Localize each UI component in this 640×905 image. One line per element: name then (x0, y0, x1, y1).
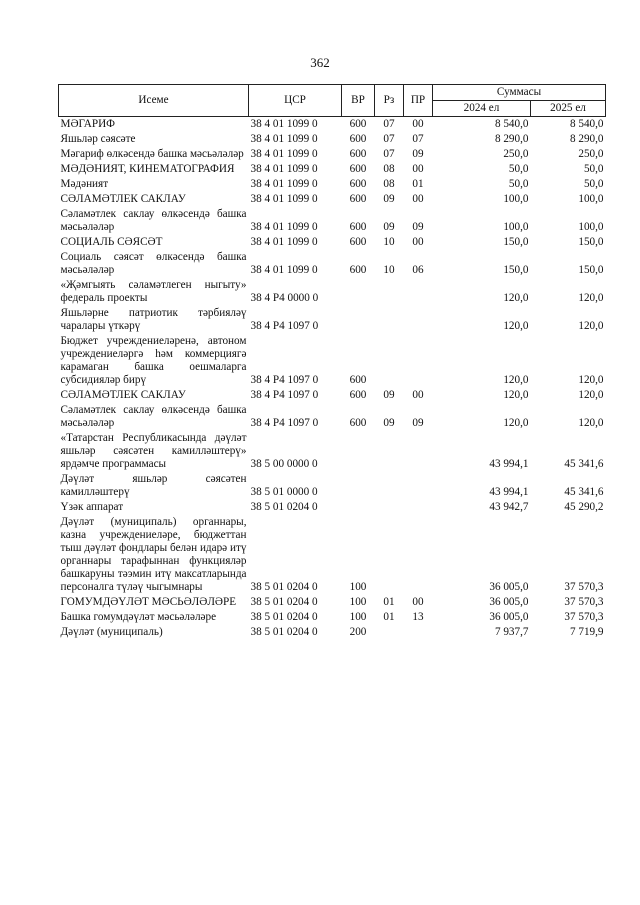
row-name: МӘГАРИФ (60, 118, 115, 130)
row-sum-2024: 50,0 (508, 178, 529, 190)
row-pr (404, 431, 433, 472)
row-sum-2025: 120,0 (578, 389, 604, 401)
row-rz: 07 (383, 148, 395, 160)
row-pr: 09 (412, 221, 424, 233)
row-pr (404, 500, 433, 515)
row-vr: 100 (349, 581, 367, 593)
row-name: Сәламәтлек саклау өлкәсендә башка мәсьәләләр (60, 208, 247, 233)
table-row (59, 306, 606, 334)
table-row (59, 334, 606, 388)
row-rz (375, 515, 404, 595)
header-year-2025: 2025 ел (531, 101, 606, 117)
row-vr (342, 500, 375, 515)
row-vr: 600 (349, 374, 367, 386)
row-vr: 600 (349, 264, 367, 276)
table-row (59, 235, 606, 250)
row-name: Дәүләт (муниципаль) (60, 626, 163, 638)
budget-table (58, 84, 606, 640)
row-name: «Татарстан Республикасында дәүләт яшьләр сәясәтен камилләштерү» ярдәмче программасы (60, 432, 247, 470)
row-csr: 38 4 Р4 1097 0 (250, 374, 319, 386)
row-sum-2024: 100,0 (503, 193, 529, 205)
table-row (59, 162, 606, 177)
table-row (59, 132, 606, 147)
row-sum-2024: 120,0 (503, 292, 529, 304)
row-sum-2025: 120,0 (578, 320, 604, 332)
row-vr: 600 (349, 148, 367, 160)
row-csr: 38 4 Р4 1097 0 (250, 320, 319, 332)
row-vr (342, 278, 375, 306)
row-pr: 09 (412, 148, 424, 160)
row-csr: 38 5 01 0204 0 (250, 501, 318, 513)
row-sum-2025: 250,0 (578, 148, 604, 160)
row-rz (375, 334, 404, 388)
row-sum-2025: 100,0 (578, 221, 604, 233)
row-rz (375, 431, 404, 472)
row-name: СОЦИАЛЬ СӘЯСӘТ (60, 236, 163, 248)
row-sum-2024: 8 540,0 (494, 118, 529, 130)
row-sum-2025: 50,0 (583, 163, 604, 175)
row-sum-2024: 120,0 (503, 374, 529, 386)
row-sum-2025: 150,0 (578, 264, 604, 276)
table-row (59, 431, 606, 472)
row-vr: 100 (349, 596, 367, 608)
row-sum-2024: 250,0 (503, 148, 529, 160)
row-sum-2024: 100,0 (503, 221, 529, 233)
row-name: Дәүләт яшьләр сәясәтен камилләштерү (60, 473, 247, 498)
table-row (59, 250, 606, 278)
table-row (59, 472, 606, 500)
row-pr (404, 278, 433, 306)
row-sum-2024: 36 005,0 (489, 581, 529, 593)
row-name: Яшьләр сәясәте (60, 133, 136, 145)
row-sum-2025: 37 570,3 (564, 611, 604, 623)
row-pr: 07 (412, 133, 424, 145)
row-sum-2024: 120,0 (503, 320, 529, 332)
row-sum-2024: 8 290,0 (494, 133, 529, 145)
row-csr: 38 5 01 0000 0 (250, 486, 318, 498)
header-rz: Рз (375, 85, 404, 117)
header-pr: ПР (404, 85, 433, 117)
row-pr: 00 (412, 596, 424, 608)
row-sum-2025: 8 540,0 (569, 118, 604, 130)
table-row (59, 500, 606, 515)
table-row (59, 515, 606, 595)
row-csr: 38 4 01 1099 0 (250, 118, 318, 130)
row-rz: 08 (383, 178, 395, 190)
row-sum-2024: 36 005,0 (489, 611, 529, 623)
row-pr (404, 625, 433, 640)
row-vr (342, 306, 375, 334)
row-csr: 38 4 01 1099 0 (250, 133, 318, 145)
row-pr: 00 (412, 118, 424, 130)
row-vr (342, 472, 375, 500)
row-rz: 10 (383, 236, 395, 248)
row-sum-2024: 43 994,1 (489, 486, 529, 498)
row-name: ГОМУМДӘҮЛӘТ МӘСЬӘЛӘЛӘРЕ (60, 596, 237, 608)
row-sum-2025: 100,0 (578, 193, 604, 205)
row-csr: 38 5 01 0204 0 (250, 581, 318, 593)
row-pr (404, 515, 433, 595)
row-vr: 600 (349, 163, 367, 175)
table-row (59, 117, 606, 133)
header-sums: Суммасы (433, 85, 606, 101)
row-name: МӘДӘНИЯТ, КИНЕМАТОГРАФИЯ (60, 163, 235, 175)
row-sum-2024: 7 937,7 (494, 626, 529, 638)
table-body (59, 117, 606, 641)
row-rz (375, 625, 404, 640)
row-name: Социаль сәясәт өлкәсендә башка мәсьәләләр (60, 251, 247, 276)
row-sum-2024: 120,0 (503, 417, 529, 429)
row-name: Мәдәният (60, 178, 109, 190)
row-sum-2025: 8 290,0 (569, 133, 604, 145)
row-csr: 38 5 00 0000 0 (250, 458, 318, 470)
row-vr: 600 (349, 193, 367, 205)
row-vr: 600 (349, 417, 367, 429)
row-rz: 08 (383, 163, 395, 175)
row-sum-2025: 45 341,6 (564, 458, 604, 470)
row-sum-2025: 120,0 (578, 292, 604, 304)
row-sum-2024: 43 994,1 (489, 458, 529, 470)
page-number: 362 (310, 55, 330, 70)
table-row (59, 388, 606, 403)
row-csr: 38 4 01 1099 0 (250, 264, 318, 276)
table-row (59, 403, 606, 431)
row-name: Бюджет учреждениеләренә, автоном учреждениеләргә һәм коммерциягә карамаган башка оешмаларга субсидияләр бирү (60, 335, 247, 386)
row-sum-2025: 120,0 (578, 374, 604, 386)
row-sum-2024: 43 942,7 (489, 501, 529, 513)
row-rz (375, 278, 404, 306)
row-csr: 38 4 01 1099 0 (250, 148, 318, 160)
row-sum-2025: 50,0 (583, 178, 604, 190)
row-vr: 600 (349, 133, 367, 145)
row-name: СӘЛАМӘТЛЕК САКЛАУ (60, 193, 186, 205)
row-sum-2024: 150,0 (503, 264, 529, 276)
header-name: Исеме (59, 85, 249, 117)
row-vr: 200 (349, 626, 367, 638)
row-rz: 07 (383, 118, 395, 130)
row-pr: 00 (412, 236, 424, 248)
table-row (59, 192, 606, 207)
row-pr: 00 (412, 193, 424, 205)
row-csr: 38 5 01 0204 0 (250, 611, 318, 623)
row-sum-2024: 36 005,0 (489, 596, 529, 608)
row-name: Башка гомумдәүләт мәсьәләләре (60, 611, 217, 623)
row-vr: 600 (349, 221, 367, 233)
row-csr: 38 4 01 1099 0 (250, 221, 318, 233)
row-csr: 38 4 Р4 1097 0 (250, 417, 319, 429)
row-rz: 01 (383, 611, 395, 623)
header-vr: ВР (342, 85, 375, 117)
row-name: СӘЛАМӘТЛЕК САКЛАУ (60, 389, 186, 401)
row-pr: 06 (412, 264, 424, 276)
row-name: Сәламәтлек саклау өлкәсендә башка мәсьәләләр (60, 404, 247, 429)
row-rz: 10 (383, 264, 395, 276)
table-row (59, 278, 606, 306)
row-name: Үзәк аппарат (60, 501, 124, 513)
row-sum-2025: 37 570,3 (564, 581, 604, 593)
row-csr: 38 5 01 0204 0 (250, 626, 318, 638)
row-csr: 38 4 Р4 0000 0 (250, 292, 319, 304)
row-pr: 00 (412, 389, 424, 401)
row-name: Дәүләт (муниципаль) органнары, казна учреждениеләре, бюджеттан тыш дәүләт фондлары белән идарә итү органнары тарафыннан функцияләр башкаруны тәэмин итү максатларында персоналга түләү чыгымнары (60, 516, 247, 593)
row-rz: 09 (383, 193, 395, 205)
row-sum-2025: 45 341,6 (564, 486, 604, 498)
row-pr (404, 306, 433, 334)
header-csr: ЦСР (249, 85, 342, 117)
row-rz (375, 306, 404, 334)
row-name: Мәгариф өлкәсендә башка мәсьәләләр (60, 148, 244, 160)
row-rz: 01 (383, 596, 395, 608)
row-csr: 38 4 Р4 1097 0 (250, 389, 319, 401)
row-rz: 09 (383, 389, 395, 401)
row-csr: 38 5 01 0204 0 (250, 596, 318, 608)
row-name: Яшьләрне патриотик тәрбияләү чаралары үткәрү (60, 307, 247, 332)
row-pr: 00 (412, 163, 424, 175)
row-rz (375, 500, 404, 515)
row-pr: 09 (412, 417, 424, 429)
row-csr: 38 4 01 1099 0 (250, 193, 318, 205)
table-row (59, 625, 606, 640)
row-vr: 600 (349, 389, 367, 401)
table-row (59, 207, 606, 235)
table-row (59, 595, 606, 610)
row-sum-2025: 37 570,3 (564, 596, 604, 608)
row-vr: 600 (349, 236, 367, 248)
table-row (59, 177, 606, 192)
row-vr: 600 (349, 118, 367, 130)
row-csr: 38 4 01 1099 0 (250, 236, 318, 248)
row-pr (404, 472, 433, 500)
row-name: «Җәмгыять сәламәтлеген ныгыту» федераль проекты (60, 279, 247, 304)
row-rz (375, 472, 404, 500)
row-pr: 13 (412, 611, 424, 623)
row-csr: 38 4 01 1099 0 (250, 163, 318, 175)
row-sum-2025: 45 290,2 (564, 501, 604, 513)
row-sum-2024: 50,0 (508, 163, 529, 175)
row-csr: 38 4 01 1099 0 (250, 178, 318, 190)
row-sum-2024: 150,0 (503, 236, 529, 248)
table-row (59, 610, 606, 625)
row-sum-2025: 7 719,9 (569, 626, 604, 638)
row-sum-2025: 150,0 (578, 236, 604, 248)
row-pr: 01 (412, 178, 424, 190)
row-rz: 09 (383, 417, 395, 429)
row-rz: 09 (383, 221, 395, 233)
row-sum-2025: 120,0 (578, 417, 604, 429)
row-sum-2024: 120,0 (503, 389, 529, 401)
header-year-2024: 2024 ел (433, 101, 531, 117)
row-pr (404, 334, 433, 388)
row-rz: 07 (383, 133, 395, 145)
row-vr: 100 (349, 611, 367, 623)
row-vr (342, 431, 375, 472)
row-vr: 600 (349, 178, 367, 190)
table-row (59, 147, 606, 162)
